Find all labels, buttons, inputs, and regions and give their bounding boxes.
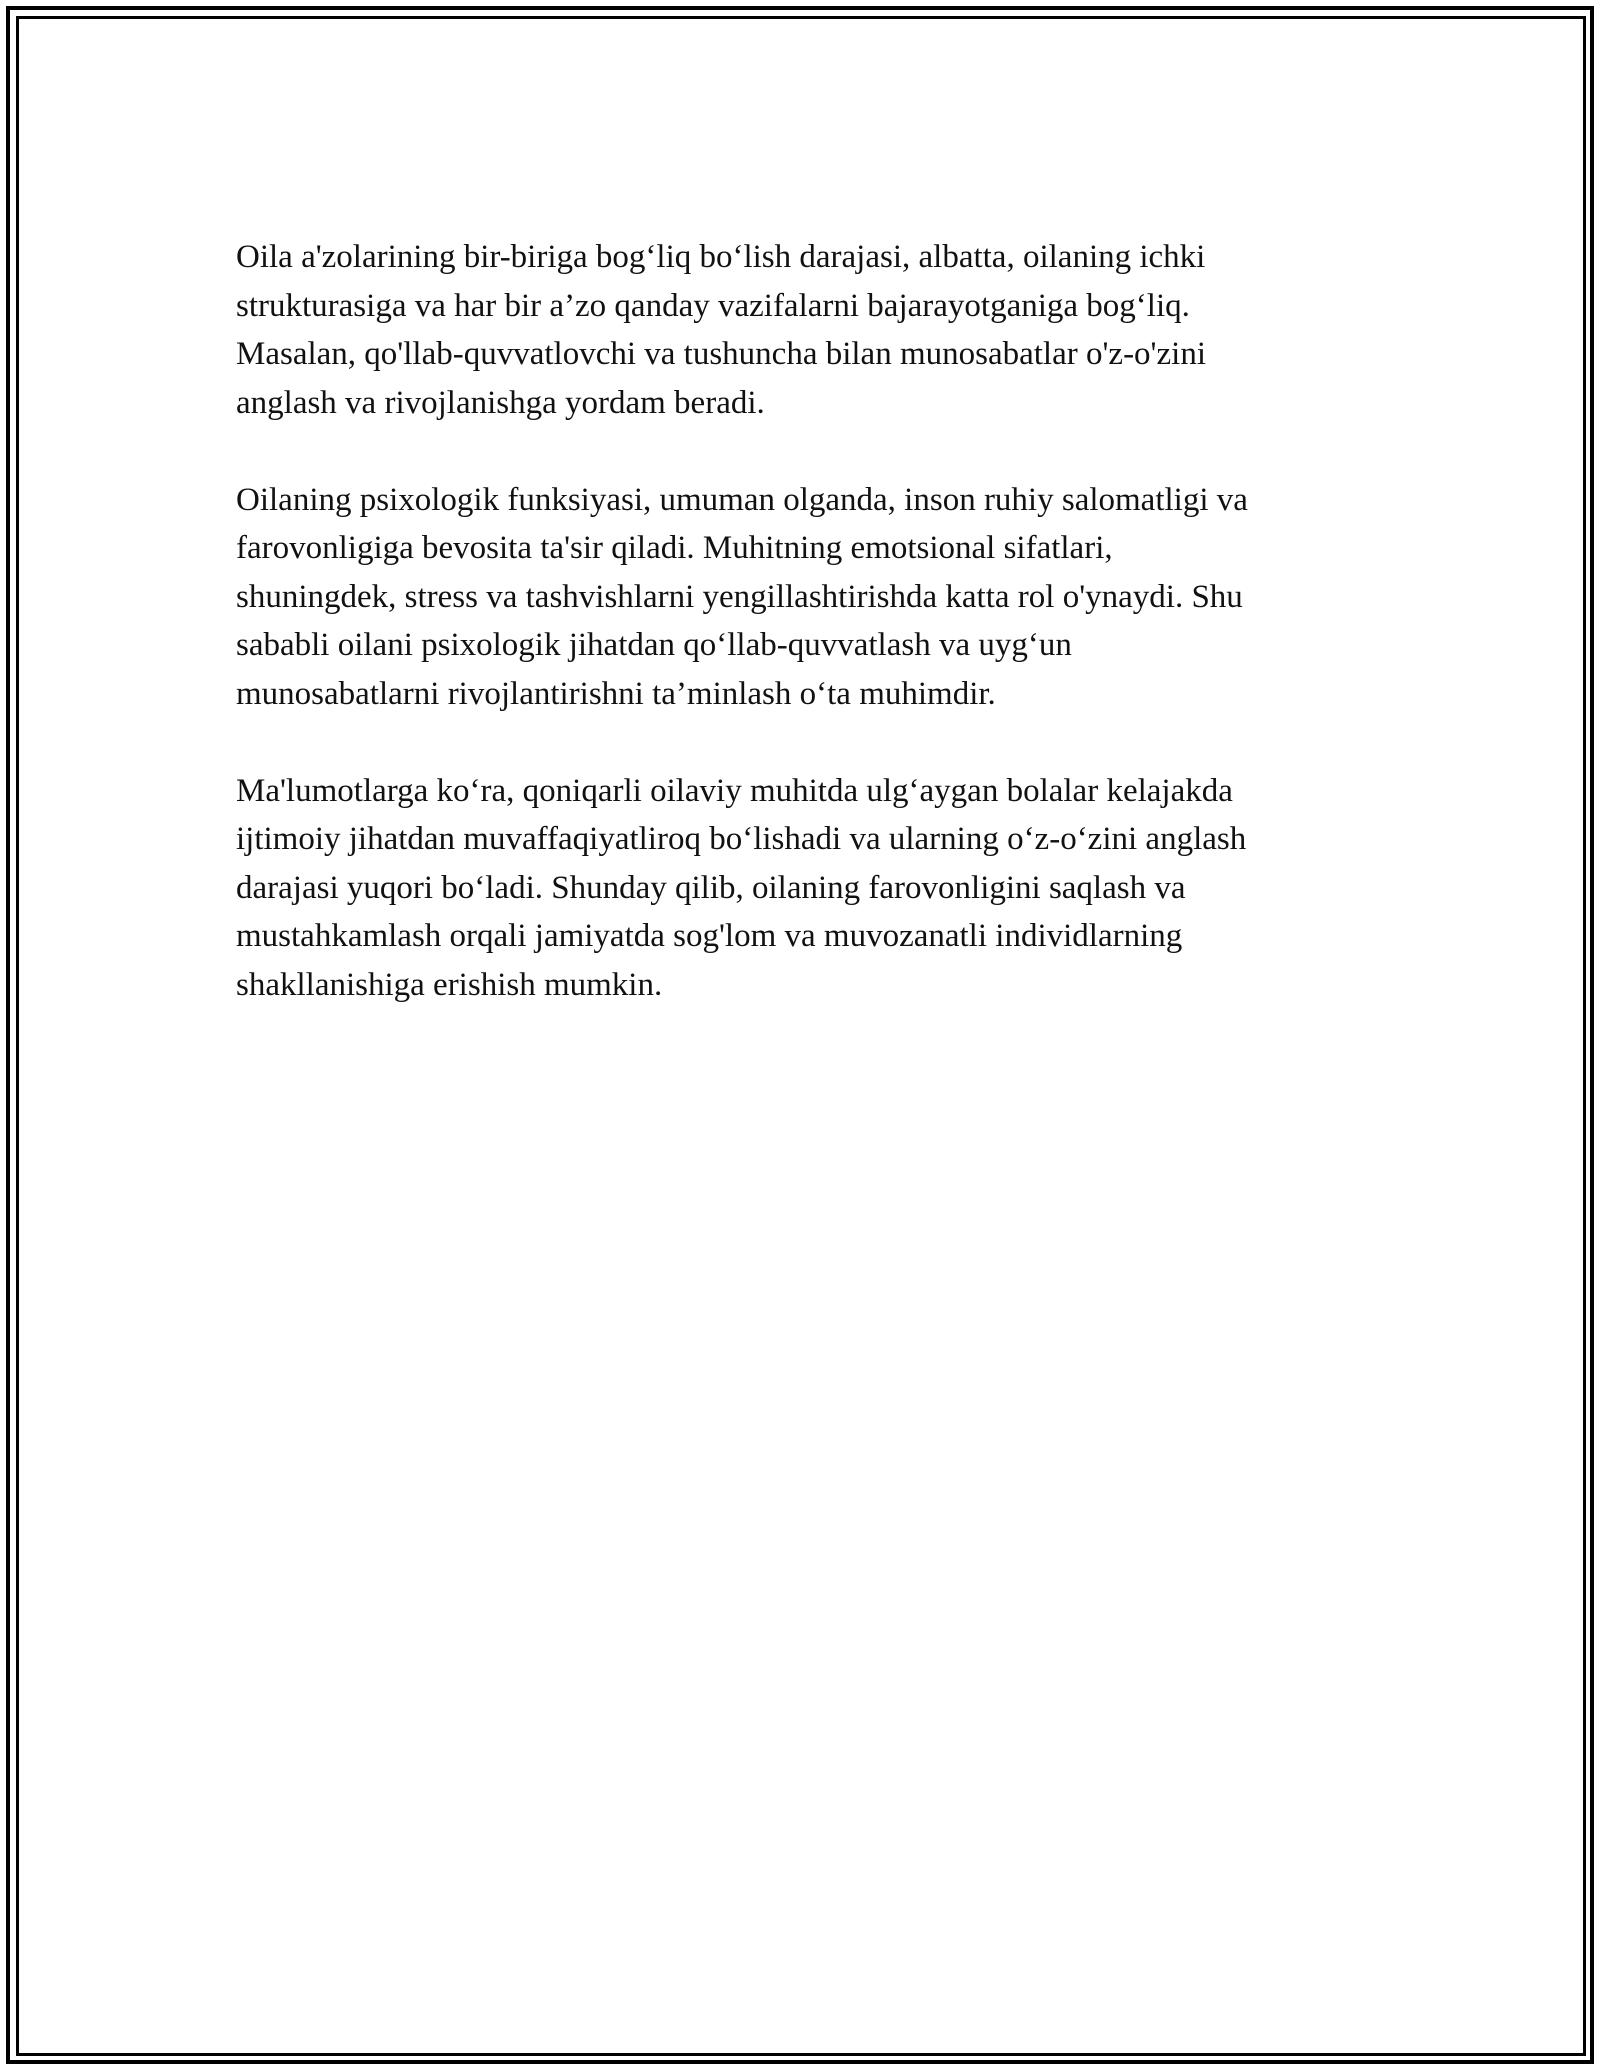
paragraph-1: Oila a'zolarining bir-biriga bog‘liq bo‘lish darajasi, albatta, oilaning ichki strukturasiga va har bir a’zo qanday vazifalarni bajarayotganiga bog‘liq. Masalan, qo'llab-quvvatlovchi va tushuncha bilan munosabatlar o'z-o'zini anglash va rivojlanishga yordam beradi. bbox=[236, 239, 1206, 421]
paragraph-2: Oilaning psixologik funksiyasi, umuman olganda, inson ruhiy salomatligi va farovonligiga bevosita ta'sir qiladi. Muhitning emotsional sifatlari, shuningdek, stress va tashvishlarni yengillashtirishda katta rol o'ynaydi. Shu sababli oilani psixologik jihatdan qo‘llab-quvvatlash va uyg‘un munosabatlarni rivojlantirishni ta’minlash o‘ta muhimdir. bbox=[236, 481, 1248, 712]
paragraph-3: Ma'lumotlarga ko‘ra, qoniqarli oilaviy muhitda ulg‘aygan bolalar kelajakda ijtimoiy jihatdan muvaffaqiyatliroq bo‘lishadi va ularning o‘z-o‘zini anglash darajasi yuqori bo‘ladi. Shunday qilib, oilaning farovonligini saqlash va mustahkamlash orqali jamiyatda sog'lom va muvozanatli individlarning shakllanishiga erishish mumkin. bbox=[236, 772, 1247, 1003]
document-body bbox=[236, 233, 1386, 1058]
